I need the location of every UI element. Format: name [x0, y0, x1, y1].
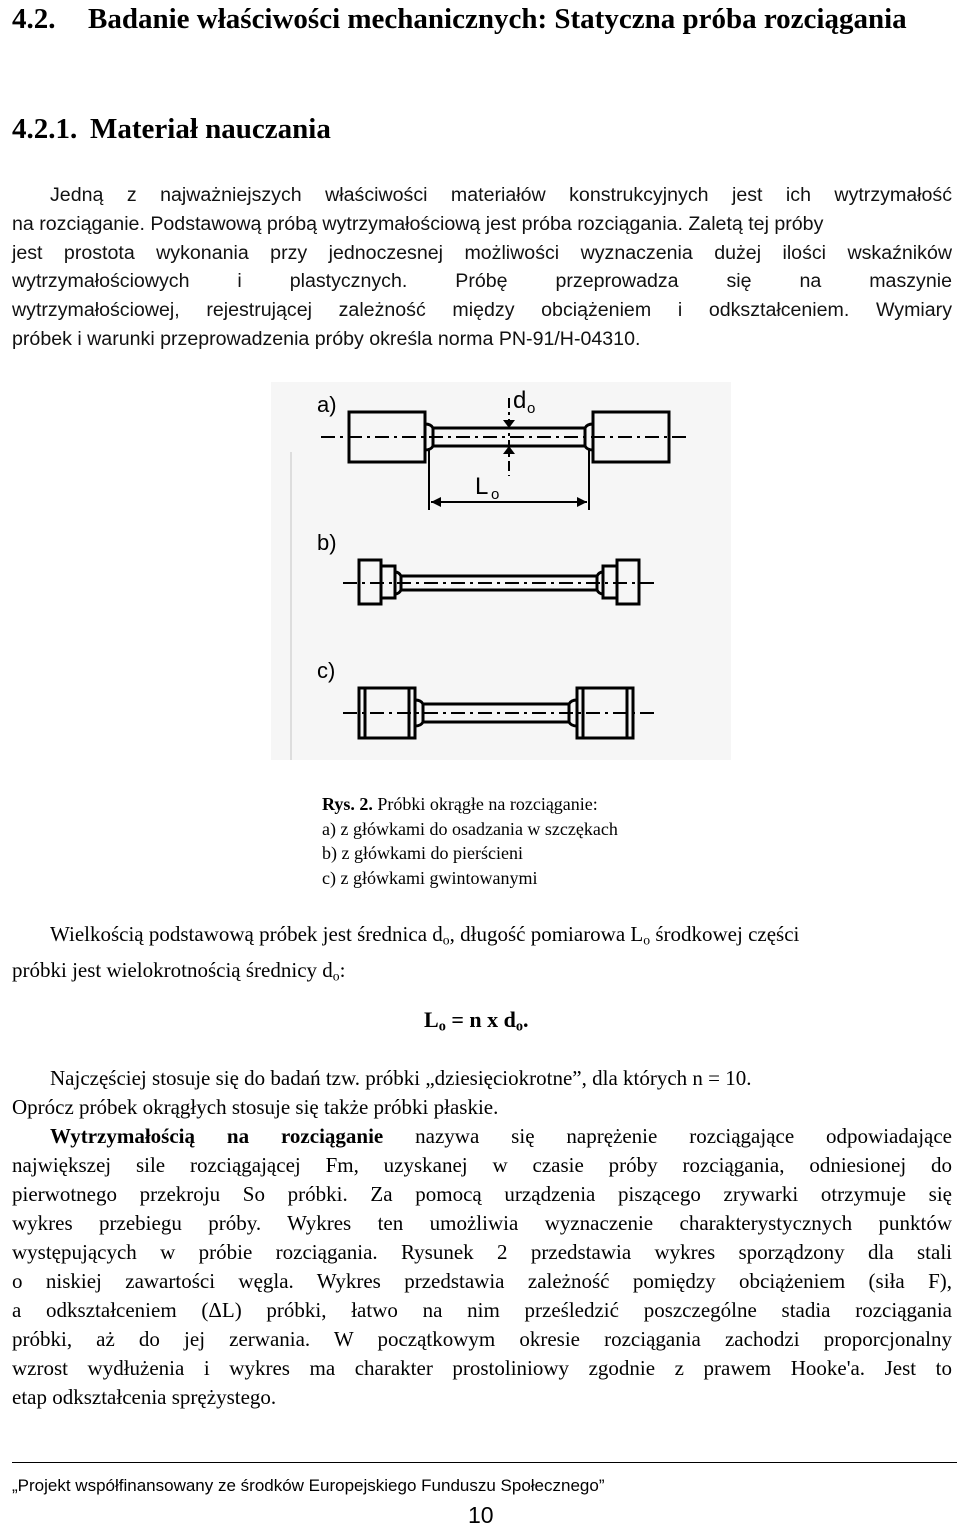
- caption-item: b) z główkami do pierścieni: [322, 843, 523, 863]
- subscript: o: [438, 1018, 446, 1035]
- label-b: b): [317, 530, 337, 555]
- subscript: o: [515, 1018, 524, 1035]
- formula-part: = n x d: [445, 1007, 516, 1032]
- defined-term: Wytrzymałością na rozciąganie: [50, 1124, 384, 1148]
- paragraph-line: próbek i warunki przeprowadzenia próby określa norma PN-91/H-04310.: [12, 327, 641, 350]
- specimen-figure: [271, 382, 731, 760]
- paragraph-line: wzrost wydłużenia i wykres ma charakter prostoliniowy zgodnie z prawem Hooke'a. Jest to: [12, 1356, 952, 1380]
- formula-part: L: [424, 1007, 439, 1032]
- paragraph-line: Oprócz próbek okrągłych stosuje się także próbki płaskie.: [12, 1095, 499, 1119]
- label-c: c): [317, 658, 336, 683]
- paragraph-line: wykres przebiegu próby. Wykres ten umożliwia wyznaczenie charakterystycznych punktów: [12, 1211, 952, 1235]
- dimension-paragraph: [12, 919, 952, 992]
- formula-part: .: [523, 1007, 529, 1032]
- paragraph-line: [12, 1122, 952, 1151]
- section-number: 4.2.: [12, 3, 56, 35]
- figure-caption: [322, 792, 618, 890]
- subsection-heading: [12, 110, 331, 148]
- caption-title: Próbki okrągłe na rozciąganie:: [377, 794, 598, 814]
- tensile-strength-paragraph: [12, 1064, 952, 1412]
- caption-item: c) z główkami gwintowanymi: [322, 867, 538, 888]
- subsection-number: 4.2.1.: [12, 113, 78, 145]
- footer-text: „Projekt współfinansowany ze środków Europejskiego Funduszu Społecznego”: [12, 1476, 605, 1495]
- paragraph-line: na rozciąganie. Podstawową próbą wytrzymałościową jest próba rozciągania. Zaletą tej próby: [12, 212, 824, 235]
- subscript: o: [643, 932, 651, 948]
- text-fragment: próbki jest wielokrotnością średnicy d: [12, 958, 333, 983]
- section-heading: [12, 0, 942, 38]
- label-L: L: [475, 473, 489, 500]
- paragraph-line: [12, 919, 952, 955]
- subscript: o: [332, 968, 340, 984]
- caption-label: Rys. 2.: [322, 794, 373, 814]
- page-number: 10: [468, 1502, 494, 1528]
- label-d: d: [513, 387, 527, 414]
- paragraph-line: etap odkształcenia sprężystego.: [12, 1385, 277, 1409]
- text-fragment: środkowej części: [650, 922, 800, 946]
- text-fragment: :: [339, 958, 346, 983]
- paragraph-line: o niskiej zawartości węgla. Wykres przedstawia zależność pomiędzy obciążeniem (siła F),: [12, 1269, 952, 1293]
- paragraph-line: [12, 955, 952, 991]
- label-L-sub: o: [491, 486, 500, 503]
- text-fragment: Wielkością podstawową próbek jest średnica d: [50, 922, 443, 946]
- specimen-drawing: [271, 382, 731, 760]
- intro-paragraph: [12, 181, 952, 354]
- caption-item: a) z główkami do osadzania w szczękach: [322, 818, 618, 839]
- paragraph-line: największej sile rozciągającej Fm, uzyskanej w czasie próby rozciągania, odniesionej do: [12, 1153, 952, 1177]
- paragraph-line: Jedną z najważniejszych właściwości materiałów konstrukcyjnych jest ich wytrzymałość: [50, 184, 952, 206]
- paragraph-line: próbki, aż do jej zerwania. W początkowym okresie rozciągania zachodzi proporcjonalny: [12, 1327, 952, 1351]
- text-fragment: , długość pomiarowa L: [449, 922, 644, 946]
- footer-divider: [12, 1462, 957, 1463]
- paragraph-line: Najczęściej stosuje się do badań tzw. próbki „dziesięciokrotne”, dla których n = 10.: [50, 1066, 752, 1090]
- paragraph-line: a odkształceniem (ΔL) próbki, łatwo na nim prześledzić poszczególne stadia rozciągania: [12, 1298, 952, 1322]
- subsection-title: Materiał nauczania: [90, 113, 331, 145]
- gauge-length-formula: [424, 1007, 529, 1036]
- paragraph-line: jest prostota wykonania przy jednoczesnej możliwości wyznaczenia dużej ilości wskaźników: [12, 241, 952, 264]
- paragraph-line: występujących w próbie rozciągania. Rysunek 2 przedstawia wykres sporządzony dla stali: [12, 1240, 952, 1264]
- subscript: o: [442, 932, 450, 948]
- label-a: a): [317, 392, 337, 417]
- text-fragment: nazywa się naprężenie rozciągające odpowiadające: [383, 1124, 952, 1148]
- paragraph-line: pierwotnego przekroju So próbki. Za pomocą urządzenia piszącego zrywarki otrzymuje się: [12, 1182, 952, 1206]
- paragraph-line: wytrzymałościowej, rejestrującej zależność między obciążeniem i odkształceniem. Wymiary: [12, 299, 952, 322]
- label-d-sub: o: [527, 400, 536, 417]
- section-title: Badanie właściwości mechanicznych: Statyczna próba rozciągania: [88, 3, 907, 35]
- paragraph-line: wytrzymałościowych i plastycznych. Próbę przeprowadza się na maszynie: [12, 270, 952, 293]
